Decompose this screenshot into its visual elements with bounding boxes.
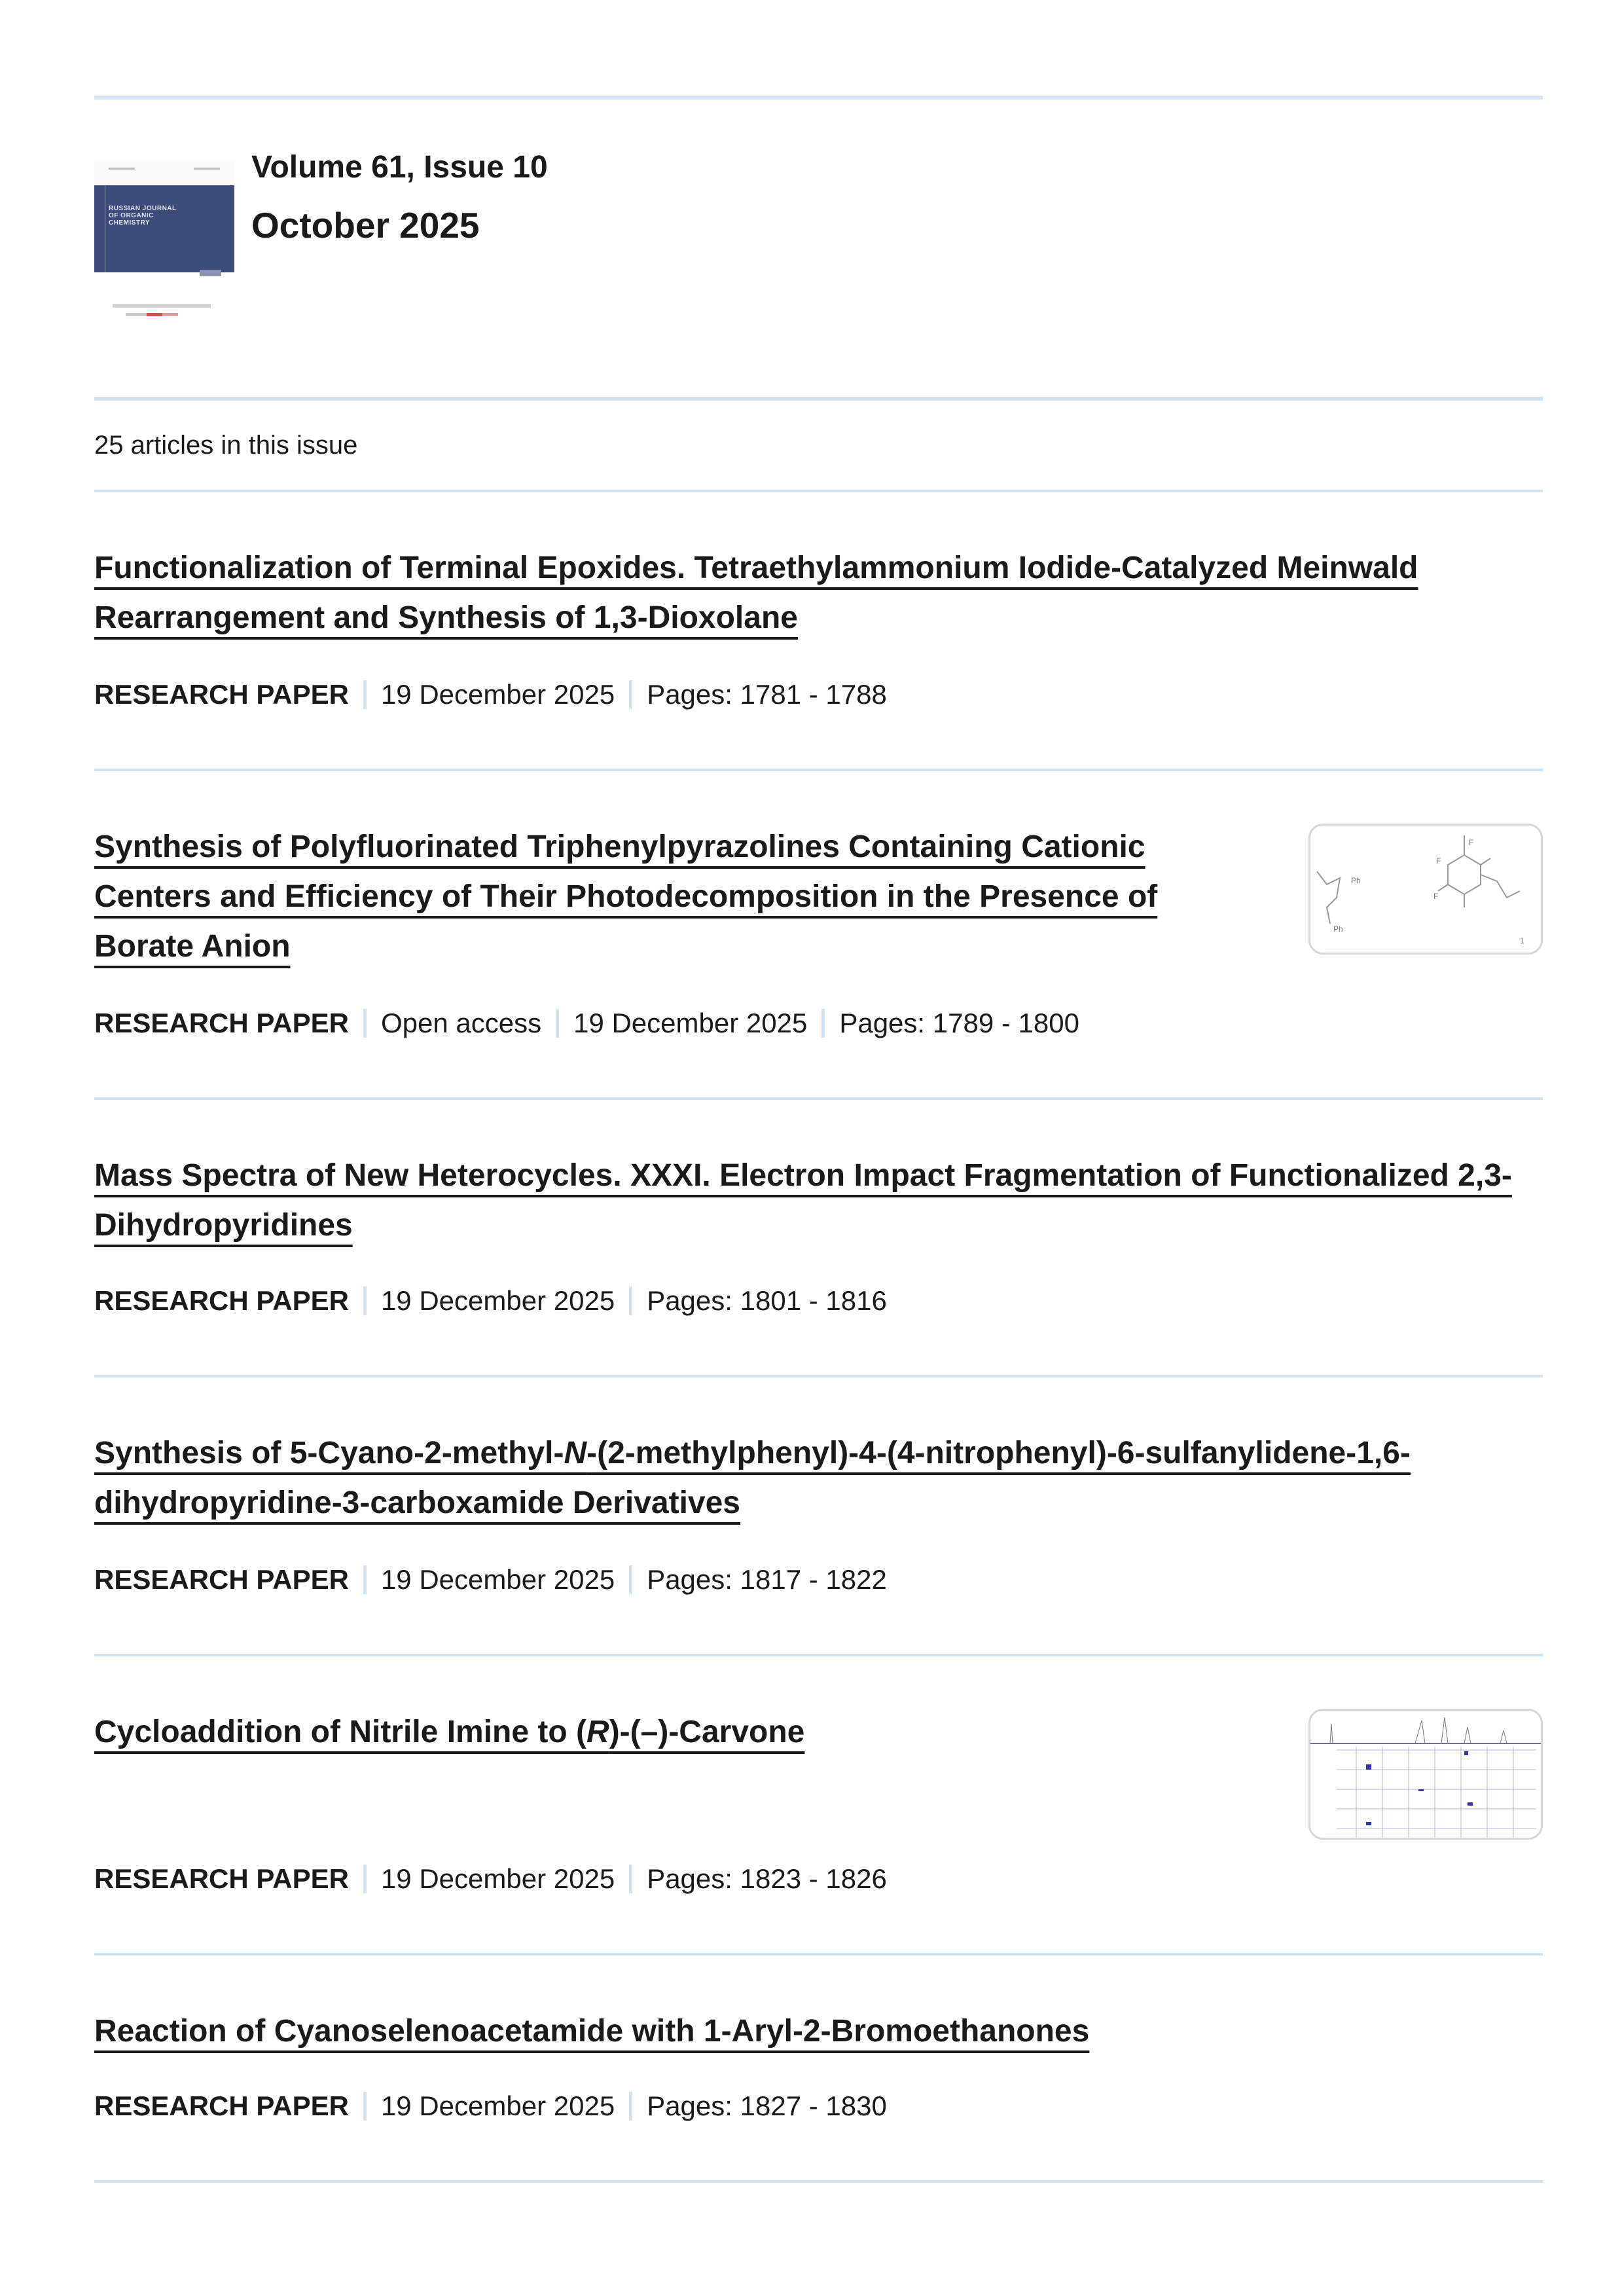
page-range: Pages: 1789 - 1800 [839,1008,1079,1038]
graphical-abstract-thumbnail[interactable] [1308,824,1543,955]
publish-date: 19 December 2025 [380,1285,615,1316]
article-item [94,492,1543,769]
meta-separator [556,1009,559,1038]
article-meta [94,1560,887,1599]
article-item [94,1656,1543,1953]
meta-separator [629,1286,632,1315]
article-meta [94,675,887,714]
article-title-link[interactable]: Synthesis of 5-Cyano-2-methyl-N-(2-methylphenyl)-4-(4-nitrophenyl)-6-sulfanylidene-1,6-dihydropyridine-3-carboxamide Derivatives [94,1436,1411,1520]
meta-separator [821,1009,825,1038]
article-title-link[interactable]: Reaction of Cyanoselenoacetamide with 1-Aryl-2-Bromoethanones [94,2014,1090,2049]
svg-text:F: F [1436,856,1441,866]
svg-text:1: 1 [1520,936,1524,945]
page-range: Pages: 1827 - 1830 [647,2090,887,2121]
meta-separator [629,1865,632,1893]
article-title-link[interactable]: Mass Spectra of New Heterocycles. XXXI. Electron Impact Fragmentation of Functionalized 2,3-Dihydropyridines [94,1158,1512,1243]
access-status: Open access [380,1008,542,1038]
chemical-structure-icon [1310,826,1541,953]
page-range: Pages: 1823 - 1826 [647,1863,887,1894]
meta-separator [629,680,632,709]
divider [94,2180,1543,2183]
page-range: Pages: 1801 - 1816 [647,1285,887,1316]
article-item [94,1100,1543,1375]
publisher-logo [113,304,211,308]
nmr-spectrum-icon [1310,1711,1541,1838]
article-type: RESEARCH PAPER [94,1008,349,1038]
article-type: RESEARCH PAPER [94,2090,349,2121]
cover-title: RUSSIAN JOURNAL OF ORGANIC CHEMISTRY [109,205,177,227]
issue-page [94,96,1543,2183]
article-meta [94,1859,887,1899]
graphical-abstract-thumbnail[interactable] [1308,1709,1543,1840]
article-item [94,771,1543,1097]
meta-separator [363,1565,367,1594]
svg-text:F: F [1469,838,1474,847]
publish-date: 19 December 2025 [380,2090,615,2121]
article-title-link[interactable]: Synthesis of Polyfluorinated Triphenylpyrazolines Containing Cationic Centers and Efficiency of Their Photodecomposition in the Presence of Borate Anion [94,829,1158,964]
issue-volume: Volume 61, Issue 10 [251,150,548,185]
page-range: Pages: 1817 - 1822 [647,1564,887,1595]
article-meta [94,1004,1079,1043]
article-item [94,1956,1543,2180]
issue-header [94,100,1543,397]
meta-separator [629,1565,632,1594]
meta-separator [363,680,367,709]
meta-separator [363,1009,367,1038]
article-type: RESEARCH PAPER [94,1564,349,1595]
publish-date: 19 December 2025 [380,1564,615,1595]
issue-date: October 2025 [251,205,480,246]
publish-date: 19 December 2025 [380,679,615,710]
article-type: RESEARCH PAPER [94,679,349,710]
article-title-link[interactable]: Cycloaddition of Nitrile Imine to (R)-(–)-Carvone [94,1715,805,1749]
article-item [94,1377,1543,1654]
meta-separator [629,2092,632,2121]
meta-separator [363,1286,367,1315]
article-type: RESEARCH PAPER [94,1285,349,1316]
article-count: 25 articles in this issue [94,431,358,460]
publish-date: 19 December 2025 [573,1008,808,1038]
article-title-link[interactable]: Functionalization of Terminal Epoxides. Tetraethylammonium Iodide-Catalyzed Meinwald Rearrangement and Synthesis of 1,3-Dioxolane [94,551,1418,635]
meta-separator [363,1865,367,1893]
page-range: Pages: 1781 - 1788 [647,679,887,710]
publish-date: 19 December 2025 [380,1863,615,1894]
journal-cover-image[interactable] [94,161,234,325]
article-type: RESEARCH PAPER [94,1863,349,1894]
meta-separator [363,2092,367,2121]
springer-logo [126,313,178,316]
svg-text:F: F [1433,892,1439,901]
article-meta [94,2086,887,2126]
svg-text:Ph: Ph [1351,876,1361,885]
article-meta [94,1281,887,1321]
svg-text:Ph: Ph [1333,924,1343,934]
